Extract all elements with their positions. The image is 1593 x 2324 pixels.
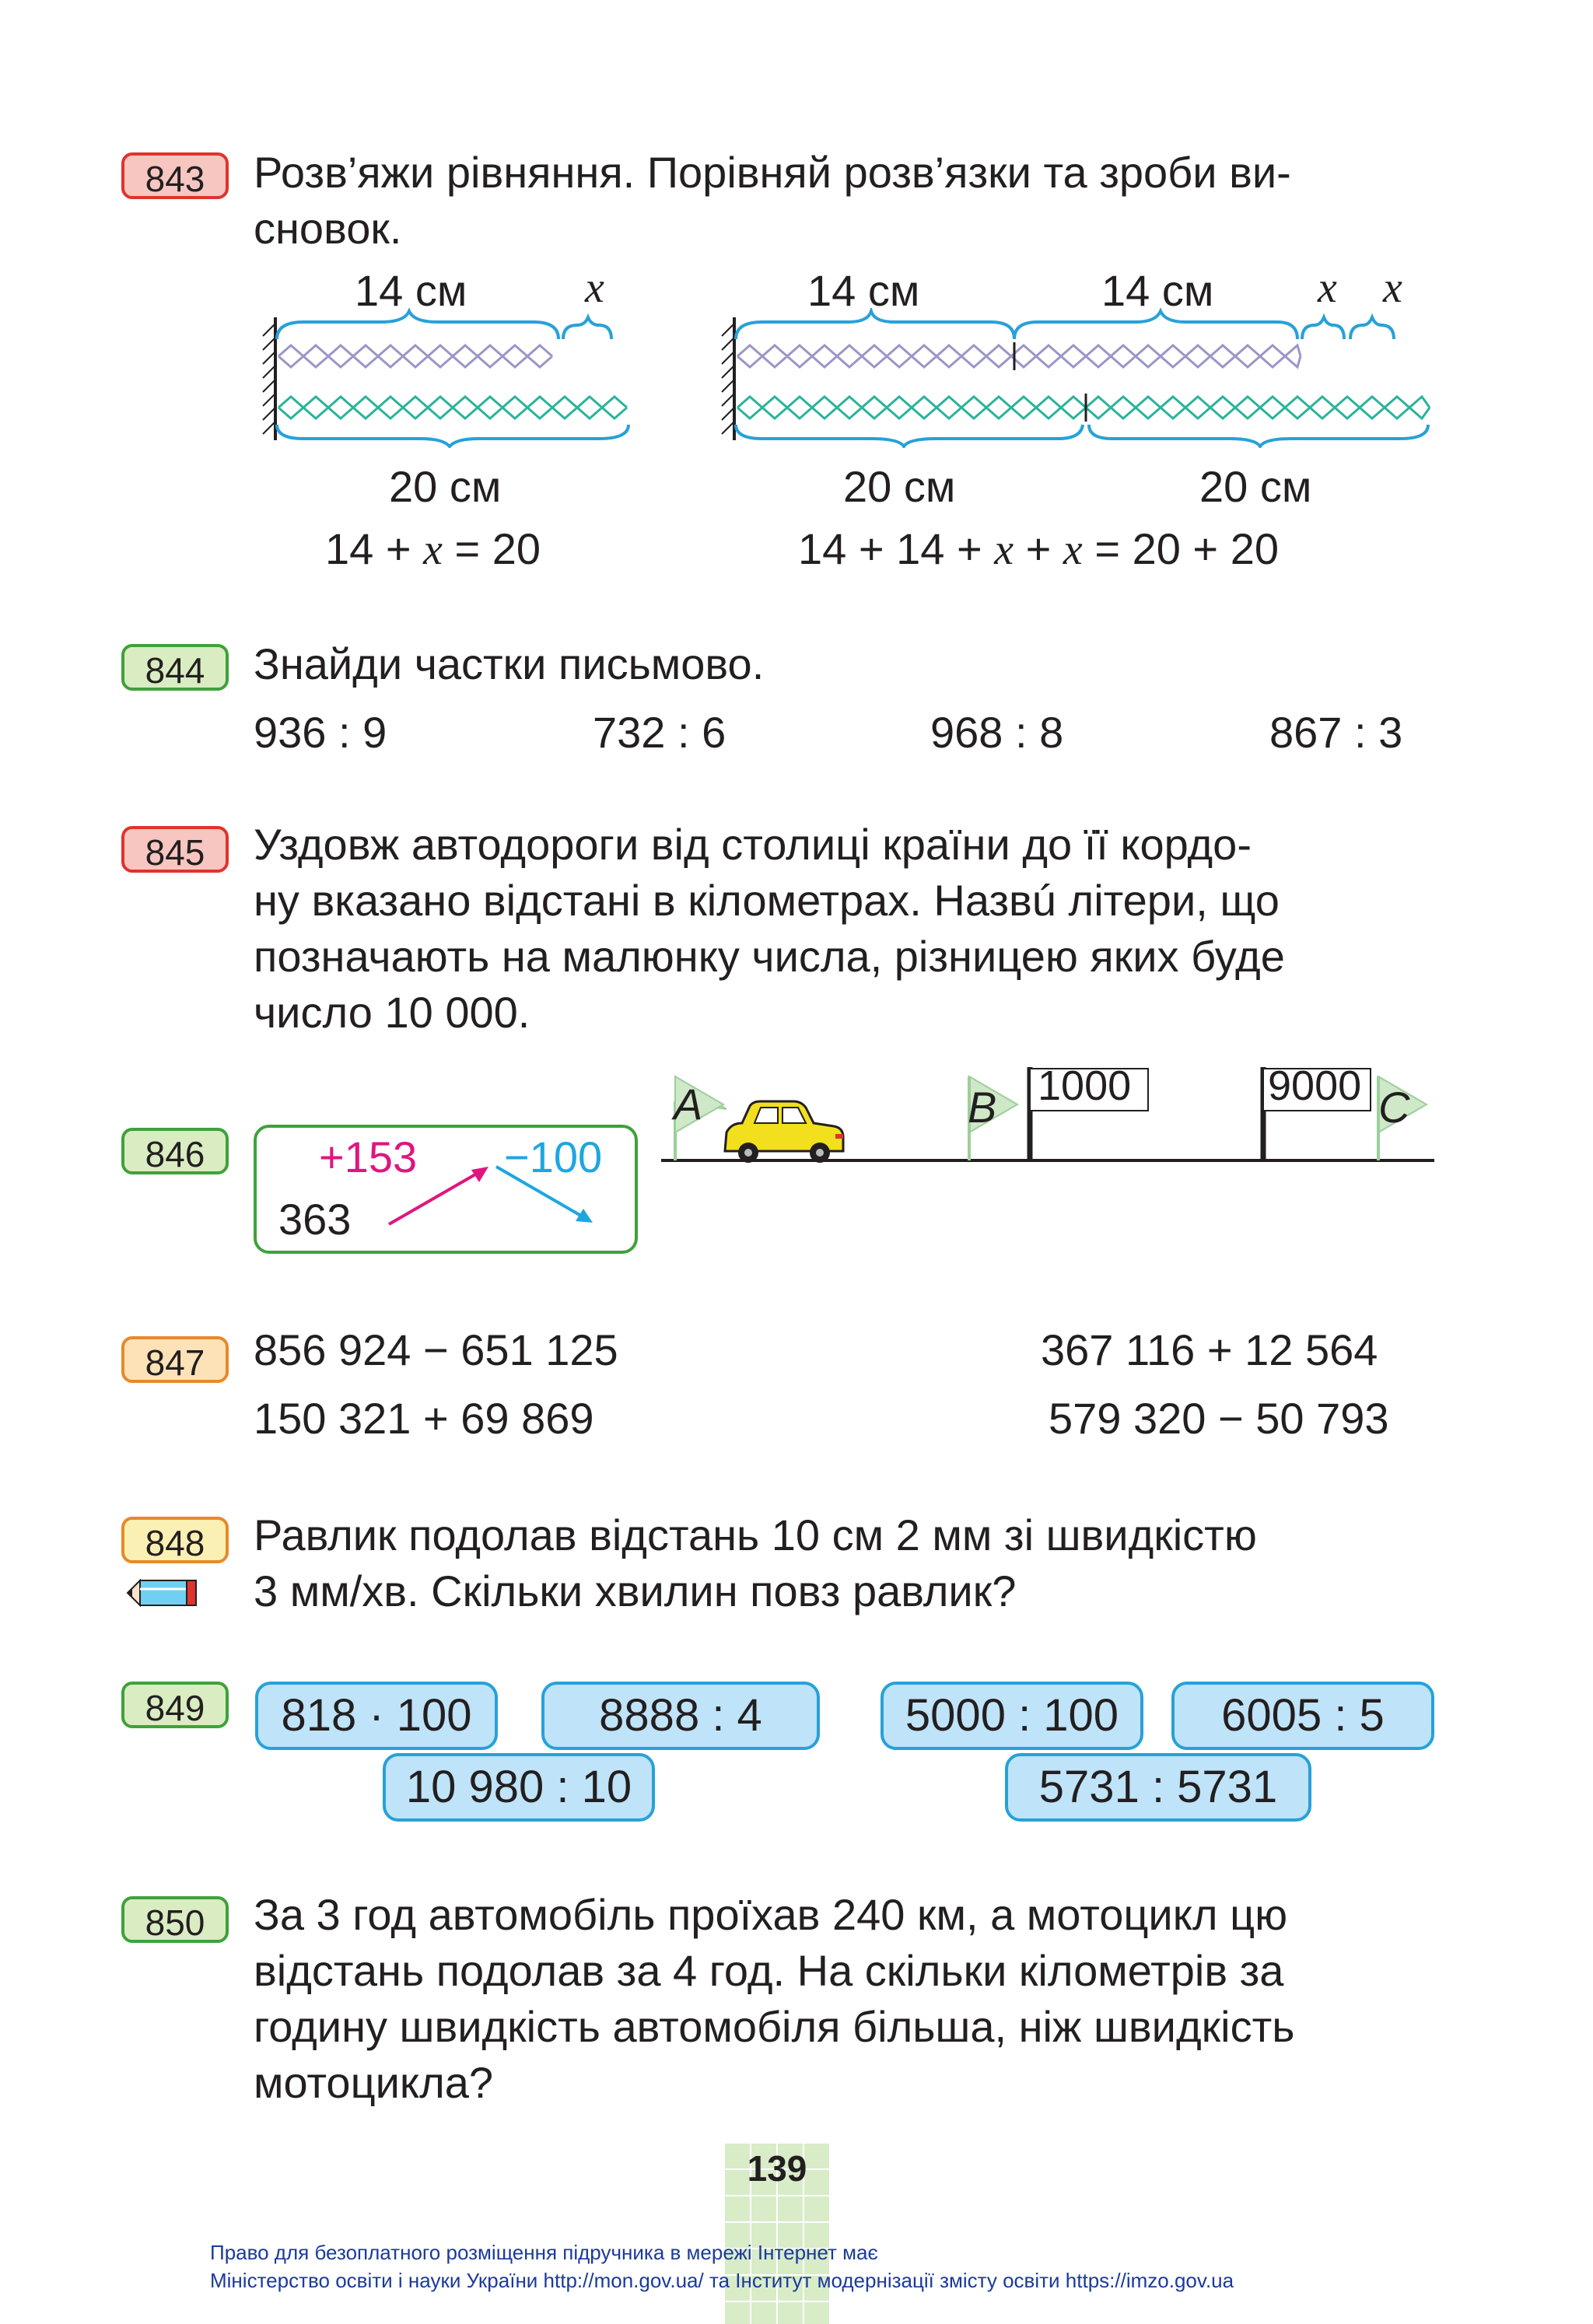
chain-op-minus: −100 [504,1132,603,1181]
task-number-848: 848 [121,1517,229,1563]
road-flag-c-label: C [1378,1083,1410,1132]
page-number: 139 [747,2148,807,2189]
fig2-equation: 14 + 14 + x + x = 20 + 20 [798,524,1279,574]
car-icon [725,1101,843,1163]
fig1-segment-diagram [257,308,638,448]
footer-line1: Право для безоплатного розміщення підручника в мережі Інтернет має [210,2241,878,2264]
expression-847-2: 367 116 + 12 564 [1041,1325,1378,1374]
road-flag-b-label: B [968,1083,997,1132]
task-843-text-line1: Розв’яжи рівняння. Порівняй розв’язки та зроби ви- [254,148,1291,197]
fig1-x-label: x [585,264,604,312]
fig2-bottom-label-2: 20 см [1199,462,1312,511]
task-850-line3: годину швидкість автомобіля більша, ніж швидкість [254,2002,1295,2051]
task-845-line4: число 10 000. [254,988,530,1037]
task-844-text: Знайди частки письмово. [254,639,765,688]
expression-844-3: 968 : 8 [930,708,1064,757]
task-number-843: 843 [121,152,229,199]
fig1-equation: 14 + x = 20 [325,524,541,574]
expression-847-4: 579 320 − 50 793 [1049,1394,1389,1443]
task-number-849: 849 [121,1682,229,1728]
fig2-bottom-brace-2 [1089,425,1428,446]
fig2-bottom-label-1: 20 см [843,462,956,511]
card-849-1: 818 · 100 [255,1682,498,1750]
fig1-bottom-brace [277,425,628,446]
task-843-text-line2: сновок. [254,204,402,253]
fig2-x-label-1: x [1318,264,1337,312]
pencil-icon [123,1573,201,1613]
chain-start-number: 363 [278,1195,352,1244]
fig1-bottom-label: 20 см [389,462,502,511]
fig1-purple-strip [278,345,552,367]
task-848-line1: Равлик подолав відстань 10 см 2 мм зі швидкістю [254,1510,1257,1559]
expression-844-1: 936 : 9 [254,708,387,757]
fig1-x-brace [563,317,611,339]
footer-line2: Міністерство освіти і науки України http://mon.gov.ua/ та Інститут модернізації змісту освіти https://imzo.gov.ua [210,2269,1234,2292]
task-850-line4: мотоцикла? [254,2058,494,2107]
fig1-teal-strip [278,397,627,418]
task-845-line1: Уздовж автодороги від столиці країни до її кордо- [254,820,1252,869]
task-number-847: 847 [121,1336,229,1383]
chain-op-plus: +153 [319,1132,418,1181]
wall-hatch-icon [263,317,275,440]
road-sign-1-label: 1000 [1038,1062,1132,1109]
card-849-6: 5731 : 5731 [1005,1753,1311,1822]
fig2-top-label-1: 14 см [807,266,920,315]
fig2-teal-strip [737,397,1430,418]
task-850-line1: За 3 год автомобіль проїхав 240 км, а мотоцикл цю [254,1890,1288,1939]
task-number-845: 845 [121,826,229,873]
fig2-x-brace-2 [1350,317,1394,339]
fig2-top-brace-2 [1014,311,1297,339]
fig2-segment-diagram [716,308,1439,448]
task-number-844: 844 [121,644,229,691]
fig2-top-brace-1 [736,311,1014,339]
wall-hatch-icon [722,317,734,440]
card-849-4: 5000 : 100 [881,1682,1143,1750]
task-845-line2: ну вказано відстані в кілометрах. Назвú літери, що [254,876,1280,925]
expression-844-2: 732 : 6 [593,708,726,757]
task-848-line2: 3 мм/хв. Скільки хвилин повз равлик? [254,1566,1017,1615]
fig2-x-brace-1 [1302,317,1344,339]
expression-847-1: 856 924 − 651 125 [254,1325,618,1374]
road-flag-a-label: A [674,1080,703,1129]
task-845-line3: позначають на малюнку числа, різницею яких буде [254,932,1285,981]
card-849-3: 10 980 : 10 [383,1753,655,1822]
fig2-purple-strip [737,345,1301,367]
card-849-2: 8888 : 4 [541,1682,820,1750]
task-850-line2: відстань подолав за 4 год. На скільки кілометрів за [254,1946,1284,1995]
chain-arrows [381,1156,607,1234]
fig2-top-label-2: 14 см [1101,266,1214,315]
expression-844-4: 867 : 3 [1269,708,1403,757]
card-849-5: 6005 : 5 [1171,1682,1434,1750]
task-number-850: 850 [121,1896,229,1943]
task-number-846: 846 [121,1128,229,1174]
fig2-bottom-brace-1 [736,425,1083,446]
fig1-top-brace [277,311,558,339]
fig2-x-label-2: x [1383,264,1402,312]
road-sign-2-label: 9000 [1268,1062,1362,1109]
fig1-top-label: 14 см [355,266,467,315]
expression-847-3: 150 321 + 69 869 [254,1394,594,1443]
